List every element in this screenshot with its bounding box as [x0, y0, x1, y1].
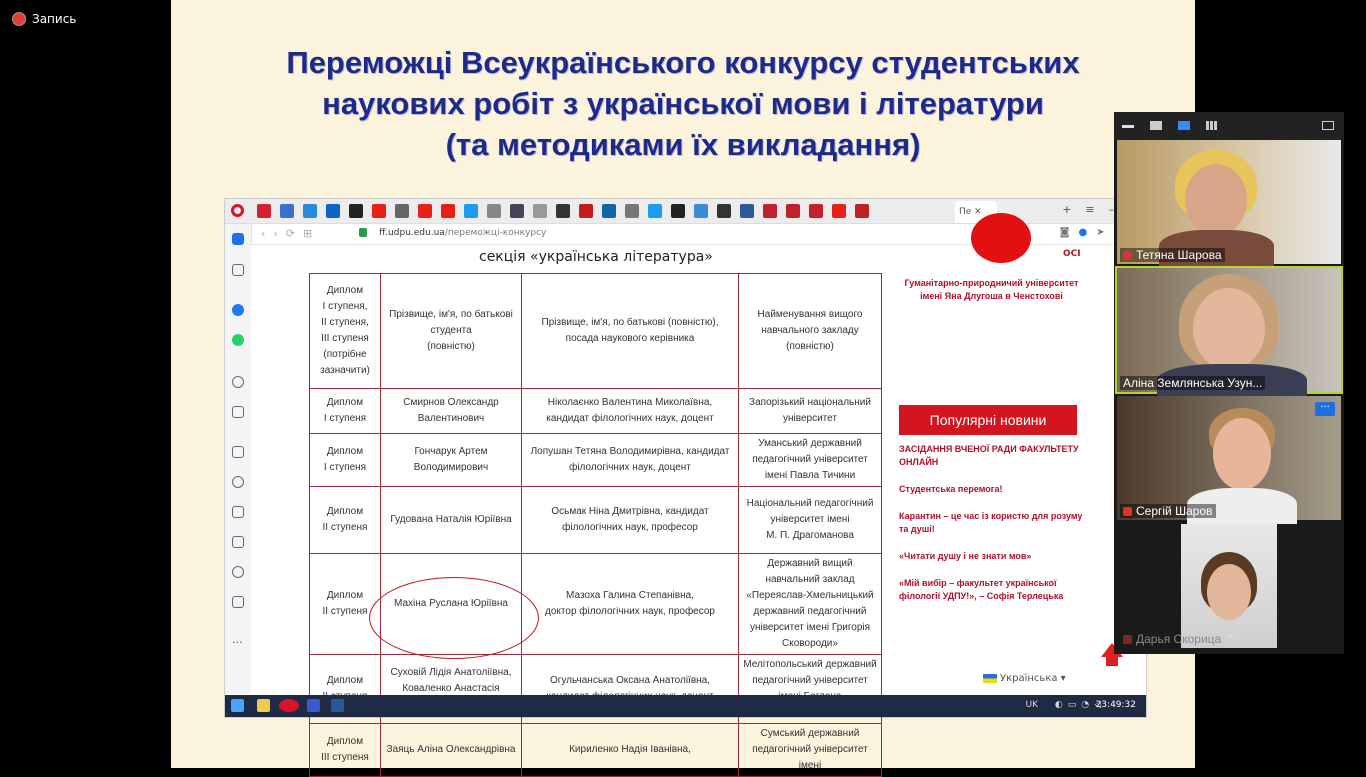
cell-text: ІІІ ступеня [321, 752, 369, 763]
table-cell-university [739, 389, 882, 434]
cell-text: (потрібне [323, 349, 367, 360]
opera-sidebar [225, 224, 252, 694]
tab-icon[interactable] [372, 204, 386, 218]
tab-icon[interactable] [395, 204, 409, 218]
participant-face [1207, 564, 1251, 620]
heart-icon[interactable] [232, 476, 244, 488]
cell-text: Диплом [326, 446, 364, 457]
table-cell-diploma [310, 554, 381, 655]
tab-icon[interactable] [671, 204, 685, 218]
cell-text: Диплом [326, 736, 364, 747]
table-cell-university [739, 487, 882, 554]
tab-icon[interactable] [832, 204, 846, 218]
more-options-icon[interactable]: ··· [1315, 402, 1335, 416]
tab-icon[interactable] [740, 204, 754, 218]
taskbar-clock[interactable]: 23:49:32 [1095, 700, 1136, 710]
section-title: секція «українська література» [479, 249, 713, 265]
news-item[interactable]: «Читати душу і не знати мов» [899, 551, 1032, 561]
cell-text: Смирнов Олександр Валентинович [403, 397, 499, 424]
participant-name-text: Дарья Скорица [1136, 632, 1222, 646]
table-cell-university [739, 724, 882, 777]
search-icon[interactable] [232, 376, 244, 388]
cell-text: Ніколаєнко Валентина Миколаївна, кандидат філологічних наук, доцент [546, 397, 714, 424]
partner-logo [971, 213, 1031, 263]
recording-label: Запись [32, 12, 77, 26]
add-tab-icon[interactable]: + [1062, 203, 1072, 216]
cell-text: ІІ ступеня, [321, 317, 369, 328]
table-row [310, 434, 882, 487]
send-icon[interactable] [232, 406, 244, 418]
system-tray[interactable]: ◐▭◔◁ [1054, 700, 1106, 710]
tab-icon[interactable] [694, 204, 708, 218]
news-item[interactable]: Студентська перемога! [899, 484, 1003, 494]
url-path: /переможці-конкурсу [444, 228, 547, 238]
news-icon[interactable] [232, 506, 244, 518]
pinned-tabs [257, 204, 869, 218]
table-cell-student [381, 434, 522, 487]
keyboard-language[interactable]: UK [1025, 700, 1038, 710]
tab-icon[interactable] [579, 204, 593, 218]
cell-text: Запорізький національний університет [749, 397, 871, 424]
minimize-icon[interactable]: – [1108, 203, 1115, 216]
ukraine-flag-icon [983, 674, 997, 683]
table-cell-supervisor [522, 434, 739, 487]
participant-tile[interactable] [1117, 524, 1341, 648]
menu-icon[interactable]: ≡ [1085, 203, 1095, 216]
tab-icon[interactable] [786, 204, 800, 218]
cell-text: доктор філологічних наук, професор [545, 606, 715, 617]
table-cell-university [739, 434, 882, 487]
slide-title-line: (та методиками їх викладання) [445, 127, 921, 162]
cell-text: (повністю) [427, 341, 475, 352]
table-cell-supervisor [522, 487, 739, 554]
table-cell-university [739, 554, 882, 655]
cell-text: Осьмак Ніна Дмитрівна, кандидат філологічних наук, професор [551, 506, 709, 533]
tab-icon[interactable] [763, 204, 777, 218]
table-cell-supervisor [522, 389, 739, 434]
slide-title-line: Переможці Всеукраїнського конкурсу студентських [286, 45, 1080, 80]
popular-news-header: Популярні новини [899, 405, 1077, 435]
camera-icon[interactable]: ◙ [1059, 227, 1070, 238]
tab-icon[interactable] [280, 204, 294, 218]
gallery-view-icon[interactable] [1206, 121, 1218, 130]
cell-text: І ступеня [323, 462, 367, 473]
participant-name: Аліна Землянська Узун... [1120, 376, 1265, 390]
home-icon[interactable] [232, 233, 244, 245]
active-tab-label: Пе [959, 207, 972, 217]
participant-face [1213, 418, 1271, 490]
news-list [899, 443, 1084, 617]
tab-icon[interactable] [349, 204, 363, 218]
tab-icon[interactable] [487, 204, 501, 218]
tab-icon[interactable] [441, 204, 455, 218]
table-cell-supervisor [522, 554, 739, 655]
cell-text: Коваленко Анастасія [402, 683, 500, 694]
lock-icon [359, 228, 367, 237]
slide-title-line: наукових робіт з української мови і літератури [322, 86, 1044, 121]
cell-text: І ступеня [323, 413, 367, 424]
table-cell-student [381, 487, 522, 554]
participant-face [1193, 288, 1265, 370]
header-cell [522, 274, 739, 389]
tab-icon[interactable] [648, 204, 662, 218]
tab-icon[interactable] [326, 204, 340, 218]
participant-name [1120, 248, 1225, 262]
cell-text: Національний педагогічний університет імені [746, 498, 874, 525]
shield-icon[interactable]: ● [1078, 227, 1088, 238]
cell-text: І ступеня, [322, 301, 368, 312]
history-icon[interactable] [232, 536, 244, 548]
app-taskbar-icon[interactable] [307, 699, 320, 712]
recording-indicator[interactable] [12, 12, 76, 26]
tab-icon[interactable] [855, 204, 869, 218]
tab-icon[interactable] [717, 204, 731, 218]
language-selector[interactable]: Українська ▾ [983, 673, 1066, 684]
cell-text: Диплом [326, 397, 364, 408]
participant-tile[interactable] [1117, 140, 1341, 264]
whatsapp-icon[interactable] [232, 334, 244, 346]
video-panel [1114, 112, 1344, 654]
active-tab[interactable]: Пе ✕ [955, 201, 997, 223]
record-icon [12, 12, 26, 26]
browser-screenshot [224, 198, 1147, 771]
box-icon[interactable] [232, 596, 244, 608]
tab-icon[interactable] [625, 204, 639, 218]
cell-text: Сумський державний педагогічний університет імені [752, 728, 868, 771]
cell-text: Огульчанська Оксана Анатоліївна, [549, 675, 711, 686]
clock-icon[interactable] [232, 566, 244, 578]
tab-icon[interactable] [257, 204, 271, 218]
cell-text: Гончарук Артем Володимирович [413, 446, 489, 473]
cell-text: Уманський державний педагогічний університет імені Павла Тичини [752, 438, 868, 481]
cell-text: Заяць Аліна Олександрівна [386, 744, 516, 755]
header-cell [381, 274, 522, 389]
cell-text: Диплом [326, 675, 364, 686]
cell-text: зазначити) [320, 365, 370, 376]
participant-face [1185, 164, 1247, 236]
tab-icon[interactable] [602, 204, 616, 218]
cell-text: Диплом [326, 506, 364, 517]
header-cell [310, 274, 381, 389]
cell-text: Прізвище, ім'я, по батькові (повністю), посада наукового керівника [541, 317, 719, 344]
opera-logo-icon[interactable] [231, 204, 244, 217]
participant-name [1120, 504, 1216, 518]
participant-name [1120, 632, 1224, 646]
url-text[interactable] [379, 228, 546, 238]
speaker-view-icon[interactable] [1178, 121, 1190, 130]
url-host: ff.udpu.edu.ua [379, 228, 445, 238]
table-row [310, 389, 882, 434]
table-cell-diploma [310, 487, 381, 554]
table-cell-student [381, 724, 522, 777]
more-icon[interactable]: ··· [232, 636, 243, 649]
muted-mic-icon [1123, 251, 1132, 260]
cell-text: Суховій Лідія Анатоліївна, [390, 667, 512, 678]
news-item[interactable]: ЗАСІДАННЯ ВЧЕНОЇ РАДИ ФАКУЛЬТЕТУ ОНЛАЙН [899, 444, 1079, 467]
video-panel-toolbar [1114, 112, 1344, 140]
cell-text: Мелітопольський державний педагогічний університет [743, 659, 877, 686]
cell-text: Найменування вищого навчального закладу (повністю) [757, 309, 863, 352]
bookmark-icon[interactable] [232, 264, 244, 276]
windows-taskbar [225, 695, 1146, 717]
table-cell-supervisor [522, 724, 739, 777]
partner-short: ОСІ [1063, 249, 1081, 259]
cell-text: Диплом [326, 285, 364, 296]
slide-title [171, 42, 1195, 165]
table-row [310, 724, 882, 777]
participant-tile[interactable] [1117, 396, 1341, 520]
muted-mic-icon [1123, 635, 1132, 644]
table-header-row [310, 274, 882, 389]
scroll-up-icon-stem[interactable] [1106, 656, 1118, 666]
send-icon[interactable]: ➤ [1096, 227, 1105, 238]
chevron-down-icon[interactable]: ⌄ [1225, 626, 1237, 642]
cell-text: Лопушан Тетяна Володимирівна, кандидат філологічних наук, доцент [530, 446, 730, 473]
cell-text: Кириленко Надія Іванівна, [569, 744, 691, 755]
cell-text: Мазоха Галина Степанівна, [566, 590, 694, 601]
cell-text: ІІ ступеня [322, 606, 368, 617]
file-explorer-icon[interactable] [257, 699, 270, 712]
apps-icon[interactable] [232, 446, 244, 458]
opera-taskbar-icon[interactable] [279, 699, 299, 712]
news-item[interactable]: Карантин – це час із користю для розуму та душі! [899, 511, 1083, 534]
highlight-circle [369, 577, 539, 659]
cell-text: Прізвище, ім'я, по батькові студента [389, 309, 513, 336]
news-item[interactable]: «Мій вибір – факультет української філології УДПУ!», – Софія Терлецька [899, 578, 1064, 601]
cell-text: М. П. Драгоманова [766, 530, 854, 541]
tab-icon[interactable] [303, 204, 317, 218]
partner-name[interactable]: Гуманітарно-природничий університет імені Яна Длугоша в Ченстохові [904, 278, 1079, 301]
table-cell-student [381, 389, 522, 434]
word-taskbar-icon[interactable] [331, 699, 344, 712]
nav-buttons[interactable]: ‹›⟳⊞ [261, 227, 321, 240]
cell-text: Державний вищий навчальний заклад «Переяслав-Хмельницький державний педагогічний університет імені Григорія Сковороди» [746, 558, 874, 649]
cell-text: Махіна Руслана Юріївна [394, 598, 508, 609]
thumbnail-view-icon[interactable] [1150, 121, 1162, 130]
messenger-icon[interactable] [232, 304, 244, 316]
tab-icon[interactable] [556, 204, 570, 218]
table-cell-diploma [310, 724, 381, 777]
table-row [310, 487, 882, 554]
exit-fullscreen-icon[interactable] [1322, 121, 1334, 130]
participant-tile-active-speaker[interactable] [1117, 268, 1341, 392]
tab-icon[interactable] [510, 204, 524, 218]
language-label: Українська [1000, 673, 1058, 684]
cell-text: ІІІ ступеня [321, 333, 369, 344]
windows-start-icon[interactable] [231, 699, 244, 712]
cell-text: Диплом [326, 590, 364, 601]
table-cell-diploma [310, 389, 381, 434]
header-cell [739, 274, 882, 389]
participant-name-text: Сергій Шаров [1136, 504, 1213, 518]
muted-mic-icon [1123, 507, 1132, 516]
cell-text: ІІ ступеня [322, 522, 368, 533]
cell-text: Гудована Наталія Юріївна [390, 514, 512, 525]
tab-icon[interactable] [418, 204, 432, 218]
tab-icon[interactable] [533, 204, 547, 218]
tab-icon[interactable] [809, 204, 823, 218]
table-cell-diploma [310, 434, 381, 487]
tab-icon[interactable] [464, 204, 478, 218]
minimize-icon[interactable] [1122, 125, 1134, 128]
participant-name-text: Тетяна Шарова [1136, 248, 1222, 262]
